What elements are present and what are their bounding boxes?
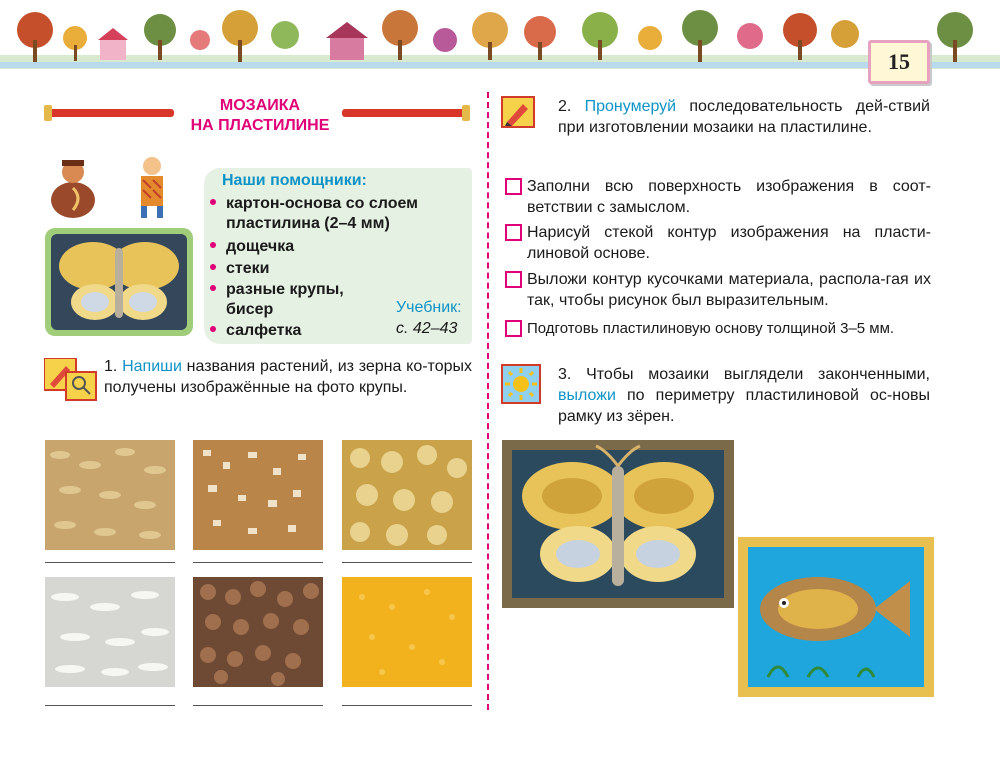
grain-photo-cracked	[193, 440, 323, 550]
answer-line[interactable]	[45, 562, 175, 563]
textbook-pages: с. 42–43	[396, 320, 458, 337]
task1-number: 1.	[104, 358, 118, 375]
step-checkbox[interactable]	[505, 178, 522, 195]
column-divider	[487, 92, 489, 710]
step-text: Нарисуй стекой контур изображения на пласти-линовой основе.	[527, 224, 931, 262]
title-line1: МОЗАИКА	[219, 97, 301, 114]
helper-item: дощечка	[210, 237, 294, 257]
answer-line[interactable]	[342, 562, 472, 563]
sun-icon	[501, 364, 541, 404]
task2-number: 2.	[558, 98, 572, 115]
helper-item: стеки	[210, 259, 269, 279]
textbook-label: Учебник:	[396, 299, 462, 316]
answer-line[interactable]	[342, 705, 472, 706]
pencil-icon	[501, 96, 535, 128]
task3-post: по периметру пластилиновой ос-новы рамку из зёрен.	[558, 387, 930, 425]
step-text: Выложи контур кусочками материала, распола-гая их так, чтобы рисунок был выразительным.	[527, 271, 931, 309]
pencil-magnifier-icon	[44, 358, 100, 402]
task1-verb: Напиши	[122, 358, 182, 375]
task3-text	[558, 364, 930, 427]
mosaic-butterfly-small-image	[45, 228, 193, 336]
task2-body: последовательность дей-ствий при изготовлении мозаики на пластилине.	[558, 98, 930, 136]
helpers-heading: Наши помощники:	[222, 172, 367, 189]
helper-item-continued: бисер	[226, 301, 274, 318]
title-line2: НА ПЛАСТИЛИНЕ	[190, 117, 330, 134]
task3-pre: Чтобы мозаики выглядели законченными,	[586, 366, 930, 383]
helper-item: разные крупы,	[210, 280, 344, 300]
answer-line[interactable]	[193, 562, 323, 563]
characters-illustration	[38, 150, 188, 220]
grain-photo-peas	[342, 440, 472, 550]
task1-body: названия растений, из зерна ко-торых получены изображённые на фото крупы.	[104, 358, 472, 396]
step-checkbox[interactable]	[505, 271, 522, 288]
task1-text	[104, 356, 472, 398]
step-text: Подготовь пластилиновую основу толщиной 3–5 мм.	[527, 320, 895, 337]
task3-number: 3.	[558, 366, 572, 383]
step-checkbox[interactable]	[505, 224, 522, 241]
task2-verb: Пронумеруй	[584, 98, 677, 115]
page-number: 15	[868, 40, 930, 84]
helper-item: картон-основа со слоем	[210, 194, 418, 214]
helper-item: салфетка	[210, 321, 301, 341]
grain-photo-buckwheat	[193, 577, 323, 687]
task2-text	[558, 96, 930, 138]
decorative-banner	[0, 0, 1000, 80]
answer-line[interactable]	[45, 705, 175, 706]
mosaic-butterfly-image	[502, 440, 734, 608]
step-checkbox[interactable]	[505, 320, 522, 337]
grain-photo-oats	[45, 440, 175, 550]
page-title	[170, 96, 350, 136]
answer-line[interactable]	[193, 705, 323, 706]
task3-verb: выложи	[558, 387, 616, 404]
grain-photo-rice	[45, 577, 175, 687]
helper-item-continued: пластилина (2–4 мм)	[226, 215, 390, 232]
grain-photo-corn	[342, 577, 472, 687]
step-text: Заполни всю поверхность изображения в соот-ветствии с замыслом.	[527, 178, 931, 216]
mosaic-fish-image	[738, 537, 934, 697]
